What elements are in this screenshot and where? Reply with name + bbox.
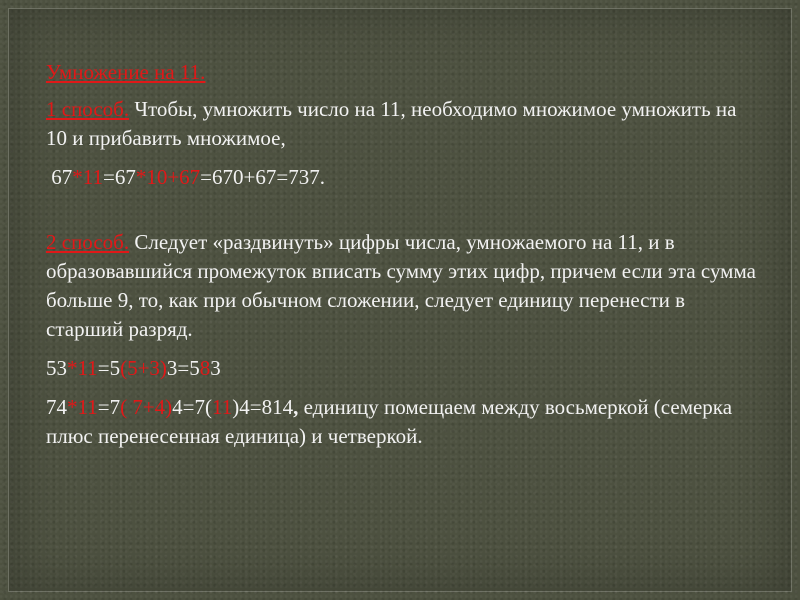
m2-ex1-b: *11 (67, 356, 98, 380)
m2-ex1-a: 53 (46, 356, 67, 380)
m2-ex2-f: 11 (212, 395, 233, 419)
m2-ex1-f: 8 (199, 356, 211, 380)
m1-ex-b: *11 (72, 165, 103, 189)
m1-ex-e: =670+67=737. (200, 165, 325, 189)
m2-ex2-g: )4=814 (232, 395, 294, 419)
m2-ex1-d: (5+3) (120, 356, 167, 380)
m1-ex-d: *10+67 (135, 165, 201, 189)
method1-text: Чтобы, умножить число на 11, необходимо множимое умножить на 10 и прибавить множимое, (46, 97, 737, 150)
m2-ex1-c: =5 (97, 356, 121, 380)
slide-title-line (46, 58, 756, 87)
method2-paragraph (46, 228, 756, 344)
m2-ex2-d: ( 7+4) (120, 395, 173, 419)
method2-example1 (46, 354, 756, 383)
m2-ex2-h: , (293, 395, 299, 419)
method2-label: 2 способ. (46, 230, 130, 254)
slide-title: Умножение на 11. (46, 60, 206, 84)
method2-text: Следует «раздвинуть» цифры числа, умножаемого на 11, и в образовавшийся промежуток вписать сумму этих цифр, причем если эта сумма больше 9, то, как при обычном сложении, следует единицу перенести в старший разряд. (46, 230, 756, 341)
method1-example (46, 163, 756, 192)
m2-ex1-g: 3 (210, 356, 221, 380)
slide-body (46, 58, 756, 461)
m2-ex2-e: 4=7( (172, 395, 213, 419)
spacer (46, 202, 756, 228)
method1-label: 1 способ. (46, 97, 130, 121)
m2-ex2-i: единицу помещаем между восьмеркой (семерка плюс перенесенная единица) и четверкой. (46, 395, 733, 448)
method1-paragraph (46, 95, 756, 153)
m1-ex-c: =67 (102, 165, 136, 189)
m1-ex-a: 67 (51, 165, 73, 189)
method2-example2 (46, 393, 756, 451)
m2-ex2-a: 74 (46, 395, 67, 419)
m2-ex1-e: 3=5 (166, 356, 200, 380)
m2-ex2-b: *11 (67, 395, 98, 419)
m2-ex2-c: =7 (97, 395, 121, 419)
